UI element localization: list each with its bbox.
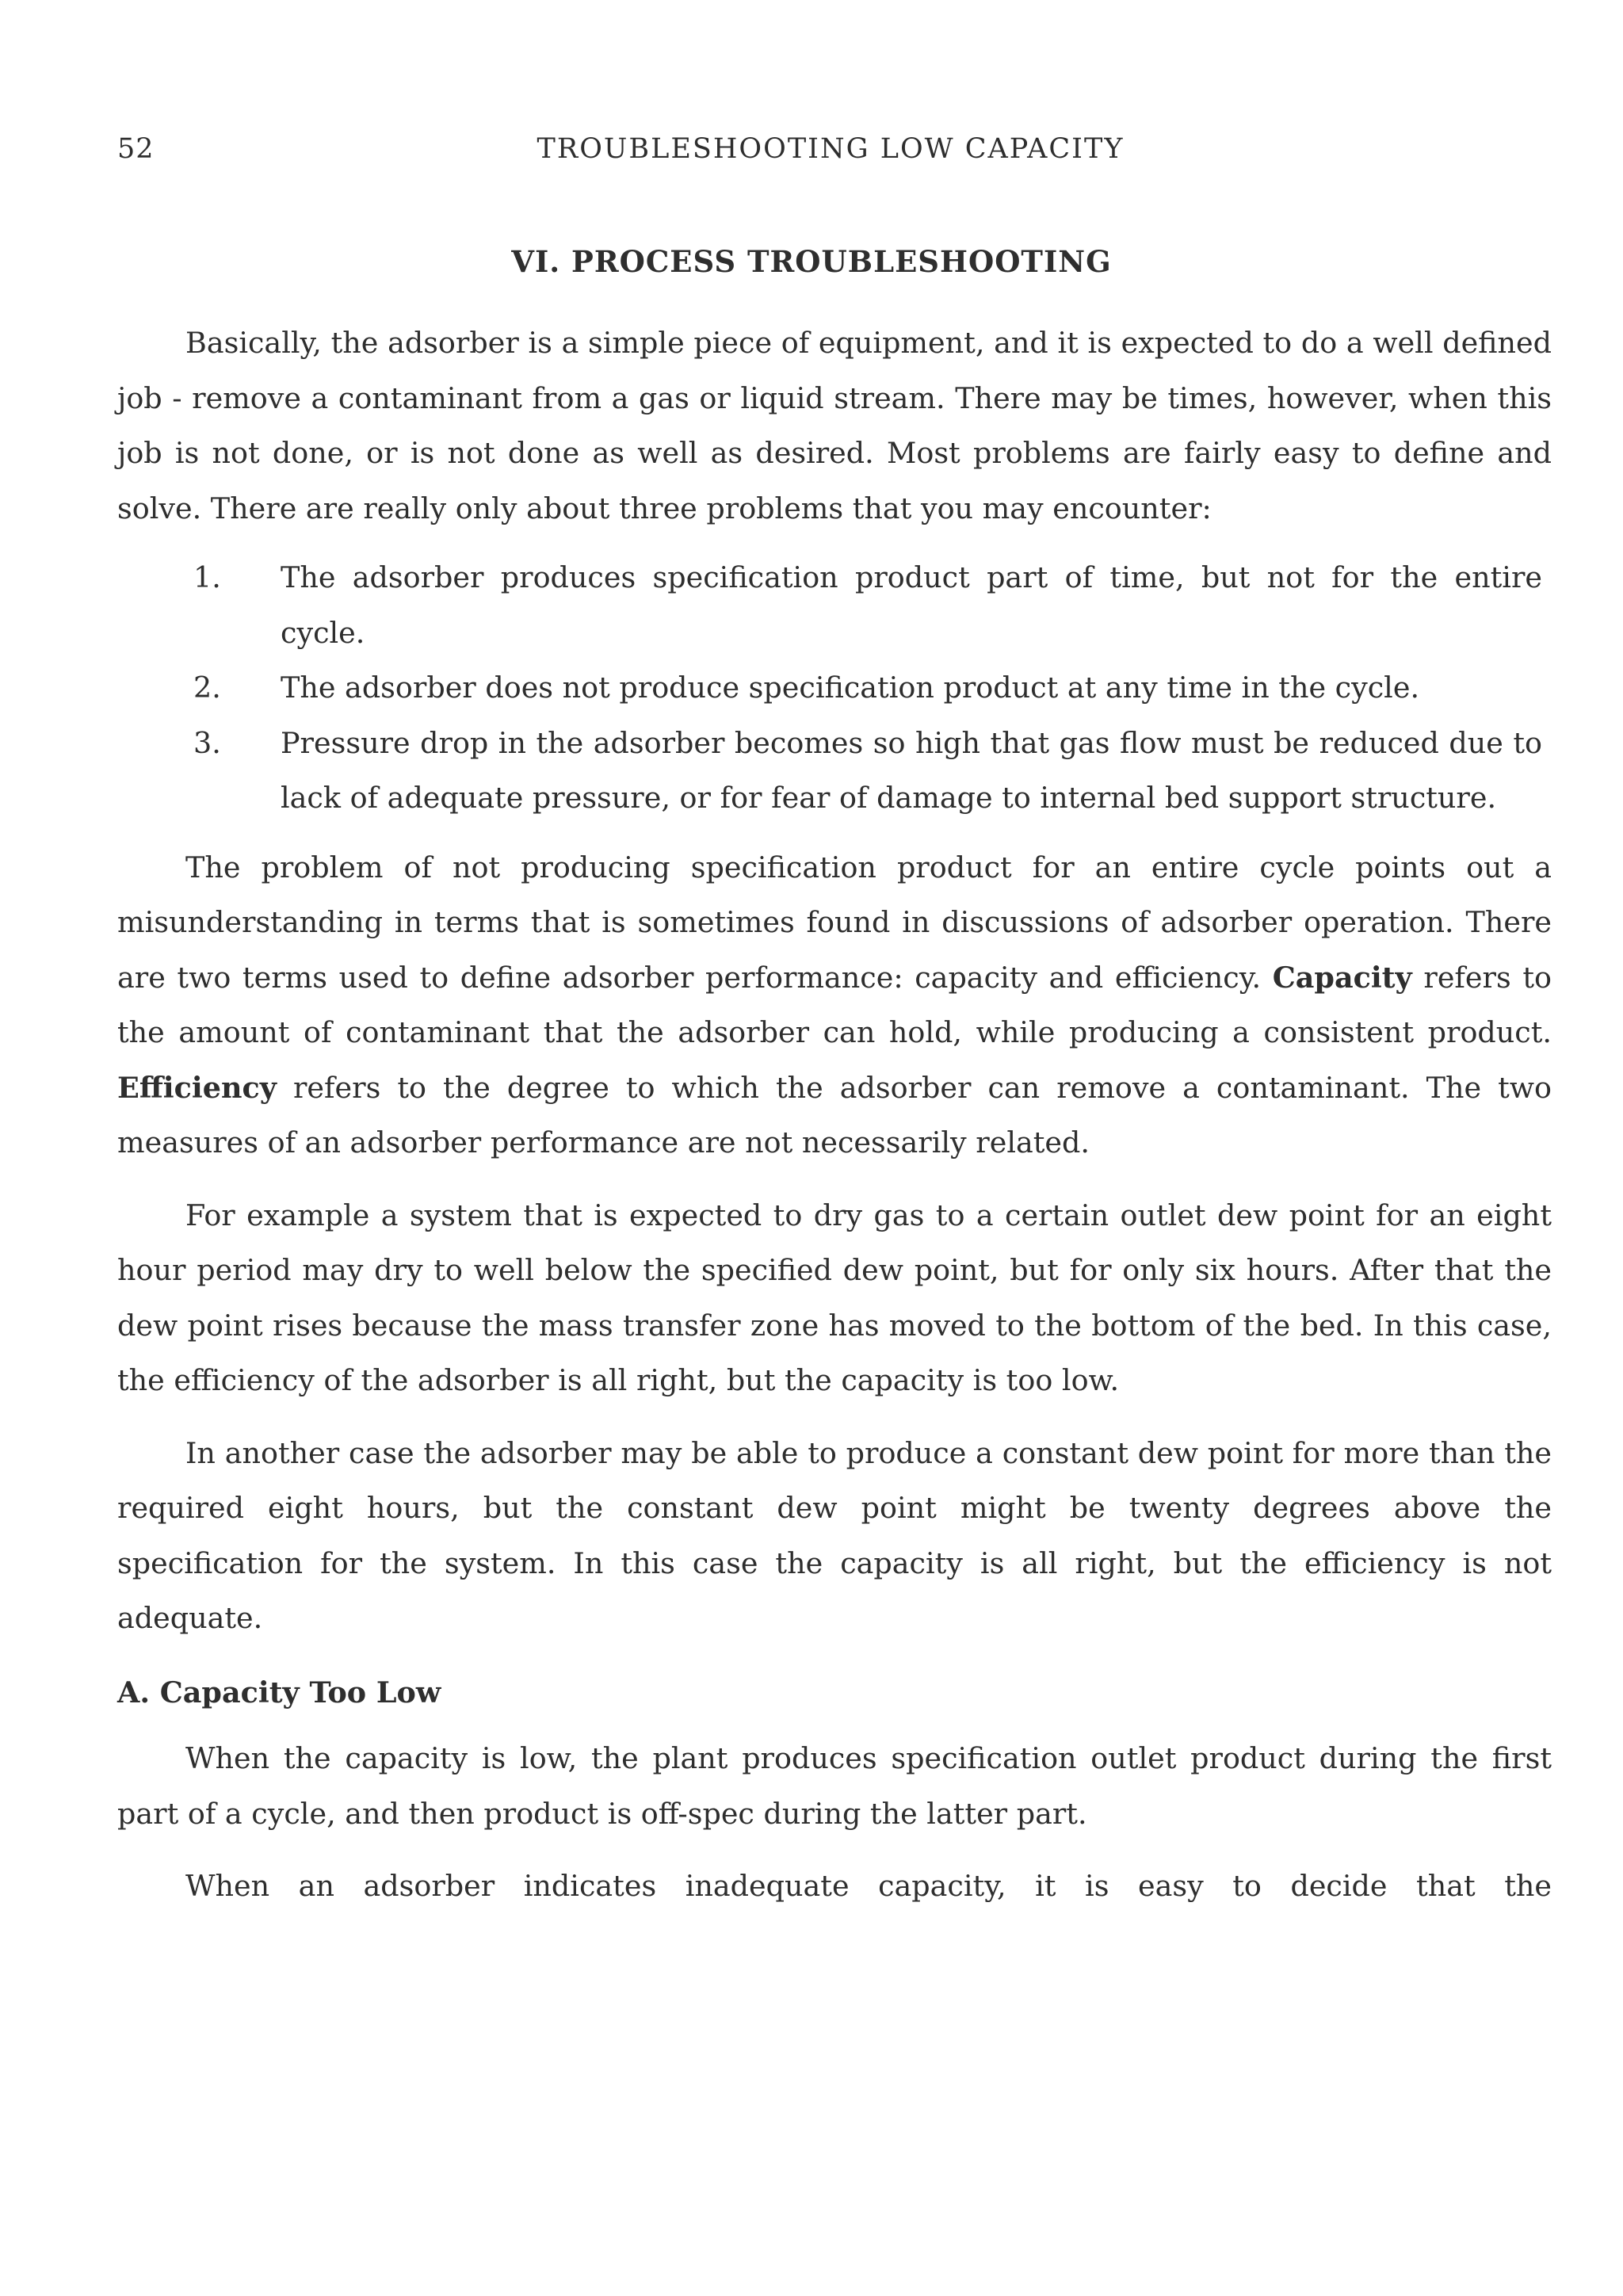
- problem-list: [117, 550, 1542, 826]
- list-item: [193, 550, 1542, 660]
- capacity-low-paragraph-2: When an adsorber indicates inadequate capacity, it is easy to decide that the: [185, 1869, 1552, 1903]
- efficiency-definition: refers to the degree to which the adsorber can remove a contaminant. The two measures of an adsorber performance are not necessarily related.: [117, 1070, 1552, 1159]
- list-item: [193, 660, 1542, 716]
- capacity-term: Capacity: [1272, 960, 1412, 995]
- capacity-definition: refers to the amount of contaminant that the adsorber can hold, while producing a consistent product.: [117, 960, 1552, 1049]
- body-text: [117, 315, 1552, 1914]
- list-item: [193, 716, 1542, 826]
- section-heading: VI. PROCESS TROUBLESHOOTING: [511, 244, 1112, 279]
- list-item-number: 3.: [193, 725, 221, 760]
- performance-lead: The problem of not producing specification product for an entire cycle points out a misunderstanding in terms that is sometimes found in discussions of adsorber operation. There are two terms used to define adsorber performance: capacity and efficiency.: [117, 850, 1552, 995]
- list-item-text: The adsorber produces specification product part of time, but not for the entire cycle.: [281, 560, 1542, 650]
- intro-paragraph: Basically, the adsorber is a simple piece of equipment, and it is expected to do a well defined job - remove a contaminant from a gas or liquid stream. There may be times, however, when this job is not done, or is not done as well as desired. Most problems are fairly easy to define and solve. There are really only about three problems that you may encounter:: [117, 326, 1552, 525]
- example-paragraph-1: For example a system that is expected to dry gas to a certain outlet dew point for an eight hour period may dry to well below the specified dew point, but for only six hours. After that the dew point rises because the mass transfer zone has moved to the bottom of the bed. In this case, the efficiency of the adsorber is all right, but the capacity is too low.: [117, 1198, 1552, 1397]
- subsection-heading: A. Capacity Too Low: [117, 1675, 441, 1710]
- performance-paragraph: [117, 840, 1552, 1171]
- capacity-low-paragraph: When the capacity is low, the plant produces specification outlet product during the first part of a cycle, and then product is off-spec during the latter part.: [117, 1741, 1552, 1831]
- running-title: TROUBLESHOOTING LOW CAPACITY: [537, 133, 1125, 165]
- example-paragraph-2: In another case the adsorber may be able to produce a constant dew point for more than the required eight hours, but the constant dew point might be twenty degrees above the specification for the system. In this case the capacity is all right, but the efficiency is not adequate.: [117, 1435, 1552, 1635]
- list-item-number: 1.: [193, 560, 221, 594]
- list-item-text: The adsorber does not produce specification product at any time in the cycle.: [281, 670, 1420, 705]
- efficiency-term: Efficiency: [117, 1070, 277, 1105]
- list-item-number: 2.: [193, 670, 221, 705]
- list-item-text: Pressure drop in the adsorber becomes so high that gas flow must be reduced due to lack of adequate pressure, or for fear of damage to internal bed support structure.: [281, 725, 1542, 815]
- running-head: [117, 133, 1544, 173]
- page-number: 52: [117, 133, 155, 165]
